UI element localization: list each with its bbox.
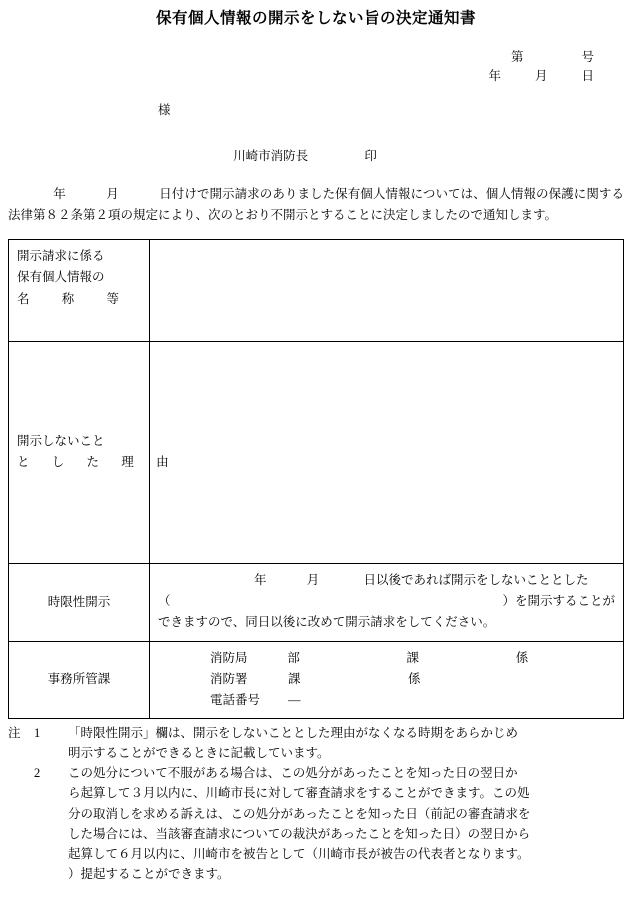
- row-header-reason-line2: と し た 理 由: [17, 455, 169, 470]
- note-number: 2: [34, 766, 41, 781]
- seal-mark: 印: [364, 149, 377, 164]
- note-text: 「時限性開示」欄は、開示をしないこととした理由がなくなる時期をあらかじめ: [68, 725, 519, 740]
- document-date-row: [0, 67, 632, 86]
- row-value-subject[interactable]: [150, 239, 624, 341]
- note-text: この処分について不服がある場合は、この処分があったことを知った日の翌日か: [68, 766, 518, 781]
- office-line-phone: 電話番号 ―: [210, 693, 301, 708]
- intro-month-label: 月: [106, 187, 119, 202]
- note-text-continued: 明示することができるときに記載しています。: [68, 745, 330, 760]
- row-header-reason-line1: 開示しないこと: [17, 433, 105, 448]
- note-number: 1: [34, 725, 41, 740]
- page-title: 保有個人情報の開示をしない旨の決定通知書: [155, 10, 476, 27]
- note-text-continued: ）提起することができます。: [68, 867, 230, 882]
- issuer-name: 川崎市消防長: [233, 149, 309, 164]
- row-header-subject-line1: 開示請求に係る: [17, 248, 105, 263]
- date-day-label: 日: [581, 69, 594, 84]
- note-text-continued: した場合には、当該審査請求についての裁決があったことを知った日）の翌日から: [68, 826, 531, 841]
- issuer-line: [0, 146, 632, 164]
- note-item: [8, 763, 624, 783]
- row-header-time-limited-disclosure: 時限性開示: [9, 563, 150, 641]
- table-row: [9, 563, 624, 641]
- row-header-reason: [9, 341, 169, 563]
- intro-paragraph: [0, 184, 632, 225]
- row-header-subject-line2: 保有個人情報の: [17, 270, 105, 285]
- notes-marker: 注: [8, 725, 21, 740]
- addressee-line: 様: [158, 103, 171, 118]
- office-line-bureau: 消防局 部 課 係: [210, 650, 529, 665]
- intro-line2-text: 保護に関する法律第８２条第２項の規定により、次のとおり不開示とすることに決定しま: [8, 187, 624, 222]
- number-unit: 号: [581, 49, 594, 64]
- note-text-continued: ら起算して３月以内に、川崎市長に対して審査請求をすることができます。この処: [68, 786, 530, 801]
- document-number-row: [0, 48, 632, 67]
- intro-line3-text: したので通知します。: [433, 207, 558, 222]
- intro-year-label: 年: [53, 187, 66, 202]
- row-value-reason[interactable]: [150, 341, 624, 563]
- row-value-office[interactable]: [150, 641, 624, 718]
- row-header-subject-line3: 名 称 等: [17, 291, 120, 306]
- time-limited-blank-line: （ ）を開示することが: [158, 593, 615, 608]
- number-label: 第: [510, 49, 524, 64]
- time-limited-note-line: できますので、同日以後に改めて開示請求をしてください。: [158, 614, 496, 629]
- row-header-office: 事務所管課: [9, 641, 150, 718]
- document-meta: [0, 48, 632, 87]
- row-header-subject: [9, 239, 150, 341]
- decision-table: [8, 239, 624, 719]
- time-limited-date-line: 年 月 日以後であれば開示をしないこととした: [254, 572, 589, 587]
- note-text-continued: 起算して６月以内に、川崎市を被告として（川崎市長が被告の代表者となります。: [68, 847, 530, 862]
- date-month-label: 月: [534, 69, 548, 84]
- table-row: [9, 341, 624, 563]
- table-row: [9, 239, 624, 341]
- note-text-continued: 分の取消しを求める訴えは、この処分があったことを知った日（前記の審査請求を: [68, 806, 531, 821]
- date-year-label: 年: [488, 69, 501, 84]
- office-line-station: 消防署 課 係: [210, 672, 421, 687]
- intro-line1-text: 日付けで開示請求のありました保有個人情報については、個人情報の: [159, 187, 549, 202]
- notes-section: [0, 723, 632, 885]
- row-value-time-limited-disclosure[interactable]: [150, 563, 624, 641]
- note-item: [8, 723, 624, 743]
- table-row: [9, 641, 624, 718]
- office-grid: [158, 648, 615, 712]
